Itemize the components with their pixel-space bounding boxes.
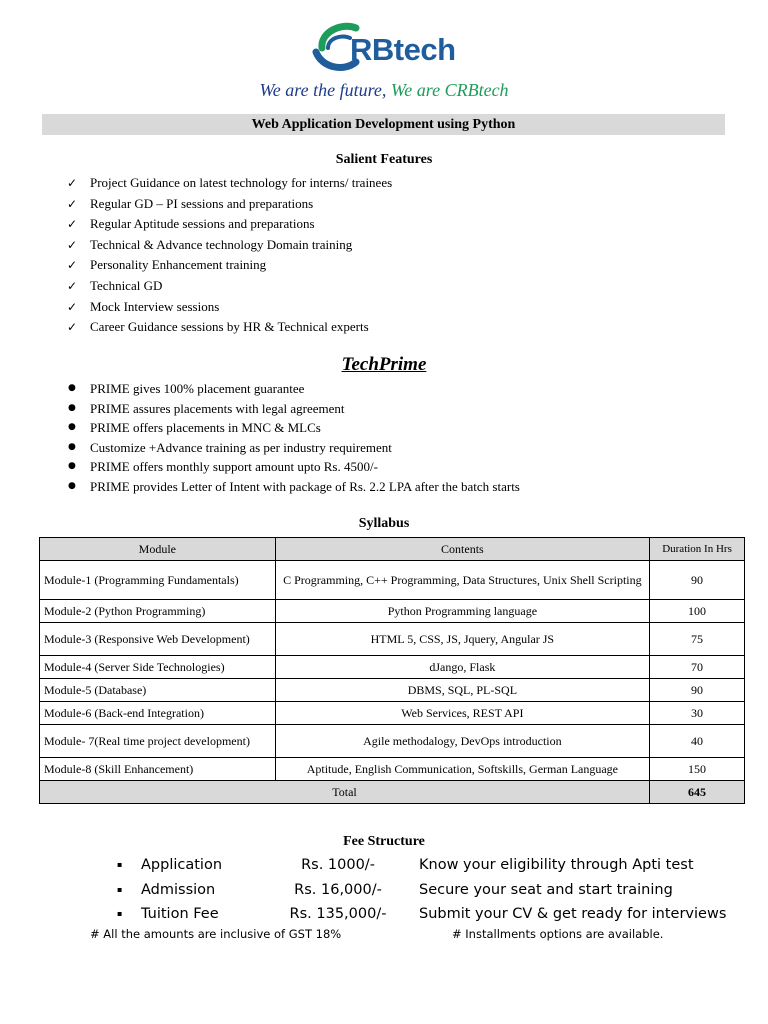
techprime-heading: TechPrime bbox=[341, 354, 427, 375]
syllabus-row bbox=[40, 725, 745, 758]
module-cell: Module-5 (Database) bbox=[40, 679, 276, 702]
check-icon: ✓ bbox=[67, 196, 78, 211]
check-icon: ✓ bbox=[67, 320, 78, 335]
header-module: Module bbox=[40, 538, 276, 561]
techprime-list bbox=[67, 379, 520, 497]
fee-amount: Rs. 135,000/- bbox=[289, 906, 387, 922]
techprime-item bbox=[67, 438, 520, 458]
check-icon: ✓ bbox=[67, 176, 78, 190]
header-duration: Duration In Hrs bbox=[650, 538, 745, 561]
feature-text: Regular GD – PI sessions and preparations bbox=[90, 195, 314, 211]
feature-item bbox=[67, 297, 392, 318]
tagline-part1: We are the future, bbox=[259, 80, 387, 100]
syllabus-table bbox=[39, 537, 745, 804]
header-contents: Contents bbox=[275, 538, 649, 561]
square-bullet-icon: ▪ bbox=[117, 884, 123, 894]
syllabus-row bbox=[40, 679, 745, 702]
duration-cell: 90 bbox=[650, 561, 745, 600]
module-cell: Module-8 (Skill Enhancement) bbox=[40, 758, 276, 781]
fee-row bbox=[0, 879, 768, 904]
syllabus-header-row bbox=[40, 538, 745, 561]
total-value: 645 bbox=[650, 781, 745, 804]
module-cell: Module-6 (Back-end Integration) bbox=[40, 702, 276, 725]
feature-item bbox=[67, 194, 392, 215]
course-title: Web Application Development using Python bbox=[42, 114, 725, 135]
fee-amount: Rs. 16,000/- bbox=[294, 881, 382, 898]
bullet-icon: ● bbox=[68, 383, 76, 393]
syllabus-row bbox=[40, 758, 745, 781]
feature-item bbox=[67, 276, 392, 297]
fee-row bbox=[0, 903, 768, 928]
techprime-text: PRIME assures placements with legal agreement bbox=[90, 400, 345, 416]
fee-row bbox=[0, 854, 768, 879]
syllabus-total-row bbox=[40, 781, 745, 804]
syllabus-row bbox=[40, 561, 745, 600]
bullet-icon: ● bbox=[68, 441, 76, 452]
syllabus-row bbox=[40, 656, 745, 679]
total-label: Total bbox=[40, 781, 650, 804]
contents-cell: dJango, Flask bbox=[275, 656, 649, 679]
contents-cell: Agile methodalogy, DevOps introduction bbox=[275, 725, 649, 758]
feature-item bbox=[67, 214, 392, 235]
feature-text: Technical & Advance technology Domain training bbox=[90, 236, 353, 252]
gst-note: # All the amounts are inclusive of GST 18% bbox=[90, 927, 342, 941]
contents-cell: HTML 5, CSS, JS, Jquery, Angular JS bbox=[275, 623, 649, 656]
tagline bbox=[0, 79, 768, 101]
logo-text: RBtech bbox=[350, 32, 456, 67]
feature-item bbox=[67, 317, 392, 338]
fee-description: Submit your CV & get ready for interviews bbox=[419, 906, 727, 922]
feature-text: Career Guidance sessions by HR & Technical experts bbox=[90, 319, 369, 335]
syllabus-row bbox=[40, 702, 745, 725]
techprime-item bbox=[67, 418, 520, 438]
techprime-text: PRIME provides Letter of Intent with package of Rs. 2.2 LPA after the batch starts bbox=[90, 478, 520, 494]
fee-name: Application bbox=[141, 857, 223, 873]
module-cell: Module-2 (Python Programming) bbox=[40, 600, 276, 623]
feature-text: Project Guidance on latest technology for interns/ trainees bbox=[90, 175, 393, 190]
duration-cell: 70 bbox=[650, 656, 745, 679]
salient-features-heading: Salient Features bbox=[335, 152, 433, 167]
feature-text: Technical GD bbox=[90, 277, 163, 293]
tagline-part2: We are CRBtech bbox=[390, 80, 509, 100]
syllabus-heading: Syllabus bbox=[358, 516, 410, 531]
bullet-icon: ● bbox=[68, 480, 76, 491]
bullet-icon: ● bbox=[68, 422, 76, 433]
module-cell: Module-4 (Server Side Technologies) bbox=[40, 656, 276, 679]
square-bullet-icon: ▪ bbox=[117, 909, 123, 918]
bullet-icon: ● bbox=[68, 461, 76, 472]
fee-name: Tuition Fee bbox=[141, 906, 219, 922]
techprime-text: PRIME offers monthly support amount upto Rs. 4500/- bbox=[90, 459, 378, 475]
duration-cell: 150 bbox=[650, 758, 745, 781]
duration-cell: 90 bbox=[650, 679, 745, 702]
fee-structure-heading: Fee Structure bbox=[343, 834, 425, 849]
duration-cell: 100 bbox=[650, 600, 745, 623]
bullet-icon: ● bbox=[68, 402, 76, 413]
techprime-item bbox=[67, 379, 520, 399]
fee-description: Secure your seat and start training bbox=[419, 881, 673, 898]
contents-cell: Web Services, REST API bbox=[275, 702, 649, 725]
salient-features-list bbox=[67, 173, 392, 338]
contents-cell: C Programming, C++ Programming, Data Structures, Unix Shell Scripting bbox=[275, 561, 649, 600]
techprime-item bbox=[67, 399, 520, 419]
techprime-text: PRIME gives 100% placement guarantee bbox=[90, 381, 305, 396]
check-icon: ✓ bbox=[67, 258, 78, 273]
installments-note: # Installments options are available. bbox=[452, 927, 664, 941]
techprime-text: Customize +Advance training as per industry requirement bbox=[90, 439, 392, 455]
contents-cell: Aptitude, English Communication, Softskills, German Language bbox=[275, 758, 649, 781]
feature-item bbox=[67, 255, 392, 276]
contents-cell: DBMS, SQL, PL-SQL bbox=[275, 679, 649, 702]
feature-text: Regular Aptitude sessions and preparations bbox=[90, 216, 315, 232]
syllabus-row bbox=[40, 600, 745, 623]
square-bullet-icon: ▪ bbox=[117, 860, 123, 869]
fee-description: Know your eligibility through Apti test bbox=[419, 857, 694, 873]
check-icon: ✓ bbox=[67, 299, 78, 314]
feature-text: Personality Enhancement training bbox=[90, 257, 267, 273]
fee-name: Admission bbox=[141, 881, 216, 898]
techprime-item bbox=[67, 477, 520, 497]
module-cell: Module-1 (Programming Fundamentals) bbox=[40, 561, 276, 600]
check-icon: ✓ bbox=[67, 237, 78, 252]
techprime-item bbox=[67, 457, 520, 477]
check-icon: ✓ bbox=[67, 217, 78, 232]
module-cell: Module-3 (Responsive Web Development) bbox=[40, 623, 276, 656]
feature-text: Mock Interview sessions bbox=[90, 298, 220, 314]
duration-cell: 40 bbox=[650, 725, 745, 758]
feature-item bbox=[67, 235, 392, 256]
crbtech-logo bbox=[312, 18, 482, 74]
feature-item bbox=[67, 173, 392, 194]
duration-cell: 75 bbox=[650, 623, 745, 656]
fee-amount: Rs. 1000/- bbox=[301, 857, 375, 873]
duration-cell: 30 bbox=[650, 702, 745, 725]
techprime-text: PRIME offers placements in MNC & MLCs bbox=[90, 420, 321, 436]
contents-cell: Python Programming language bbox=[275, 600, 649, 623]
fee-structure-list bbox=[0, 854, 768, 928]
syllabus-row bbox=[40, 623, 745, 656]
check-icon: ✓ bbox=[67, 278, 78, 293]
module-cell: Module- 7(Real time project development) bbox=[40, 725, 276, 758]
